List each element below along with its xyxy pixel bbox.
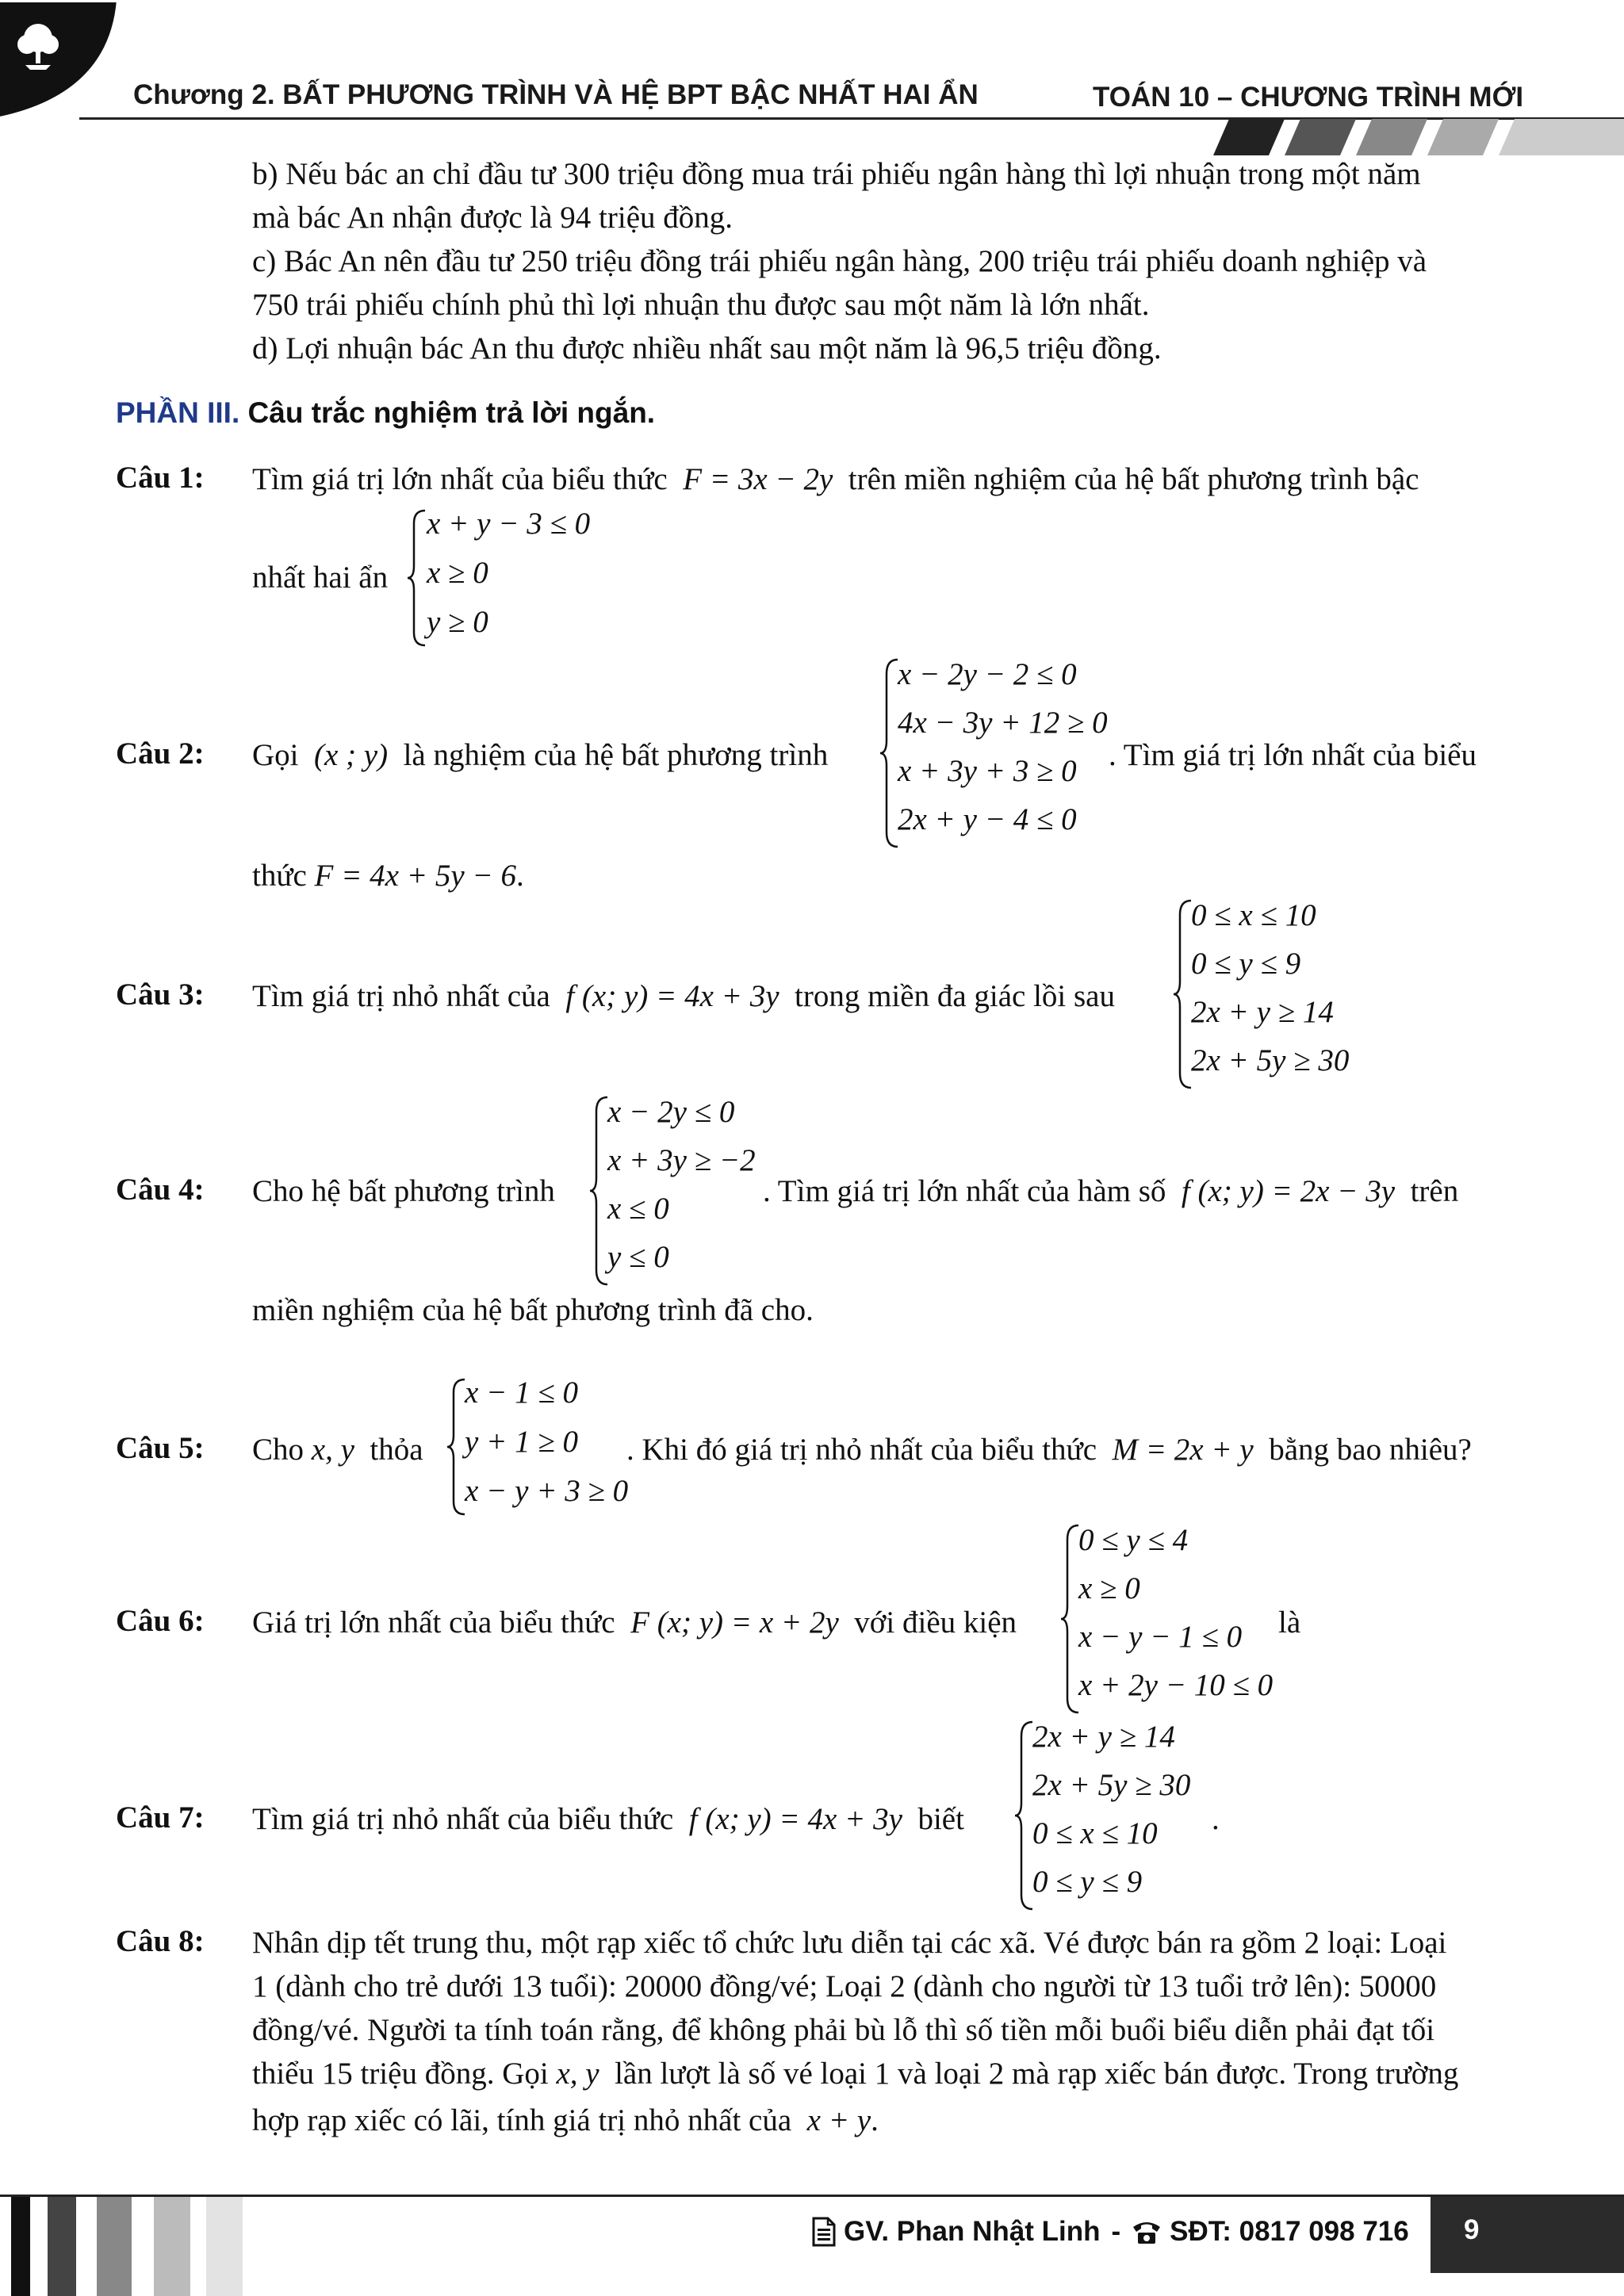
q4-line2: miền nghiệm của hệ bất phương trình đã cho. [252, 1293, 814, 1327]
q2-line2: thức F = 4x + 5y − 6. [252, 859, 524, 893]
q1-expression: F = 3x − 2y [683, 462, 833, 496]
question-label: Câu 7: [116, 1800, 205, 1835]
inequality: x + 2y − 10 ≤ 0 [1078, 1668, 1274, 1702]
q2-line1-end: . Tìm giá trị lớn nhất của biểu [1109, 738, 1477, 772]
q8-line4: thiểu 15 triệu đồng. Gọi x, y lần lượt là số vé loại 1 và loại 2 mà rạp xiếc bán được. Trong trường [252, 2057, 1459, 2091]
inequality: 0 ≤ y ≤ 9 [1191, 947, 1301, 981]
question-label: Câu 3: [116, 978, 205, 1012]
q4-line1-start: Cho hệ bất phương trình [252, 1174, 555, 1208]
inequality: 0 ≤ x ≤ 10 [1032, 1816, 1158, 1850]
option-d-line1: d) Lợi nhuận bác An thu được nhiều nhất sau một năm là 96,5 triệu đồng. [252, 331, 1162, 365]
inequality: 4x − 3y + 12 ≥ 0 [898, 706, 1108, 740]
inequality: x − y − 1 ≤ 0 [1078, 1620, 1243, 1654]
inequality: x + y − 3 ≤ 0 [427, 507, 591, 541]
q5-line1-start: Cho x, y thỏa [252, 1433, 423, 1467]
question-label: Câu 2: [116, 737, 205, 771]
inequality: x ≤ 0 [607, 1192, 669, 1226]
q2-variable-pair: (x ; y) [314, 738, 389, 772]
page-number-box [1431, 2197, 1624, 2273]
q1-system [406, 507, 644, 649]
section-heading [116, 396, 655, 430]
course-title: TOÁN 10 – CHƯƠNG TRÌNH MỚI [1093, 82, 1524, 113]
question-label: Câu 8: [116, 1924, 205, 1958]
inequality: 2x + 5y ≥ 30 [1032, 1768, 1191, 1802]
inequality: 2x + y ≥ 14 [1032, 1720, 1175, 1754]
option-c-line2: 750 trái phiếu chính phủ thì lợi nhuận thu được sau một năm là lớn nhất. [252, 288, 1150, 322]
q8-variables: x, y [556, 2057, 599, 2091]
inequality: y + 1 ≥ 0 [465, 1425, 579, 1459]
question-label: Câu 6: [116, 1604, 205, 1638]
q6-line1-end: là [1278, 1605, 1301, 1640]
q1-line2: nhất hai ẩn [252, 561, 389, 595]
q6-expression: F (x; y) = x + 2y [630, 1605, 839, 1640]
q7-line1-end: . [1212, 1802, 1220, 1836]
q8-line5: hợp rạp xiếc có lãi, tính giá trị nhỏ nhất của x + y. [252, 2103, 879, 2137]
phone-icon [1132, 2219, 1162, 2244]
author-name: GV. Phan Nhật Linh [844, 2216, 1101, 2247]
inequality: x − 2y ≤ 0 [607, 1095, 735, 1129]
q1-line1: Tìm giá trị lớn nhất của biểu thức F = 3x − 2y trên miền nghiệm của hệ bất phương trình bậc [252, 462, 1419, 496]
option-b-line1: b) Nếu bác an chỉ đầu tư 300 triệu đồng mua trái phiếu ngân hàng thì lợi nhuận trong một năm [252, 157, 1421, 191]
q3-expression: f (x; y) = 4x + 3y [565, 979, 779, 1013]
q3-line1: Tìm giá trị nhỏ nhất của f (x; y) = 4x + 3y trong miền đa giác lồi sau [252, 979, 1115, 1013]
section-title: Câu trắc nghiệm trả lời ngắn. [239, 396, 656, 429]
inequality: x + 3y ≥ −2 [607, 1143, 756, 1177]
inequality: x − y + 3 ≥ 0 [465, 1474, 629, 1508]
section-part: PHẦN III. [116, 396, 240, 429]
inequality: 0 ≤ y ≤ 9 [1032, 1865, 1143, 1899]
q5-expression: M = 2x + y [1112, 1433, 1254, 1467]
header-logo [0, 0, 119, 119]
q8-line1: Nhân dịp tết trung thu, một rạp xiếc tổ chức lưu diễn tại các xã. Vé được bán ra gồm 2 loại: Loại [252, 1926, 1447, 1960]
inequality: x − 1 ≤ 0 [465, 1376, 579, 1410]
q7-system [1013, 1719, 1220, 1912]
inequality: 2x + 5y ≥ 30 [1191, 1043, 1350, 1077]
q2-system [879, 656, 1116, 850]
q8-line3: đồng/vé. Người ta tính toán rằng, để không phải bù lỗ thì số tiền mỗi buổi biểu diễn phải đạt tối [252, 2013, 1435, 2047]
q2-line1: Gọi (x ; y) là nghiệm của hệ bất phương trình [252, 738, 829, 772]
inequality: x ≥ 0 [427, 556, 488, 590]
q8-expression: x + y [806, 2103, 871, 2137]
inequality: 0 ≤ y ≤ 4 [1078, 1523, 1189, 1557]
question-label: Câu 4: [116, 1173, 205, 1207]
q8-line2: 1 (dành cho trẻ dưới 13 tuổi): 20000 đồng/vé; Loại 2 (dành cho người từ 13 tuổi trở lên): 50000 [252, 1969, 1437, 2003]
inequality: 2x + y − 4 ≤ 0 [898, 802, 1077, 836]
q4-line1-end: . Tìm giá trị lớn nhất của hàm số f (x; y) = 2x − 3y trên [763, 1174, 1459, 1208]
q5-system [446, 1376, 636, 1517]
option-c-line1: c) Bác An nên đầu tư 250 triệu đồng trái phiếu ngân hàng, 200 triệu trái phiếu doanh nghiệp và [252, 244, 1427, 278]
inequality: y ≥ 0 [427, 605, 488, 639]
q5-variables: x, y [311, 1433, 354, 1467]
q2-expression: F = 4x + 5y − 6 [314, 859, 516, 893]
footer-separator: - [1111, 2216, 1121, 2247]
inequality: y ≤ 0 [607, 1240, 669, 1274]
inequality: 0 ≤ x ≤ 10 [1191, 898, 1316, 932]
question-label: Câu 1: [116, 461, 205, 495]
option-b-line2: mà bác An nhận được là 94 triệu đồng. [252, 201, 733, 235]
page-number: 9 [1464, 2214, 1480, 2245]
q6-line1: Giá trị lớn nhất của biểu thức F (x; y) = x + 2y với điều kiện [252, 1605, 1017, 1640]
q3-system [1172, 897, 1410, 1091]
inequality: 2x + y ≥ 14 [1191, 995, 1334, 1029]
chapter-title: Chương 2. BẤT PHƯƠNG TRÌNH VÀ HỆ BPT BẬC NHẤT HAI ẨN [133, 79, 979, 110]
document-icon [812, 2217, 836, 2247]
inequality: x − 2y − 2 ≤ 0 [898, 657, 1077, 691]
q5-line1-end: . Khi đó giá trị nhỏ nhất của biểu thức M = 2x + y bằng bao nhiêu? [626, 1433, 1472, 1467]
q6-system [1059, 1522, 1297, 1716]
q4-system [588, 1094, 763, 1288]
footer-bars [0, 2197, 254, 2296]
inequality: x ≥ 0 [1078, 1571, 1140, 1605]
phone-number: SĐT: 0817 098 716 [1170, 2216, 1409, 2247]
question-label: Câu 5: [116, 1431, 205, 1465]
inequality: x + 3y + 3 ≥ 0 [898, 754, 1077, 788]
footer-contact [812, 2216, 1409, 2248]
q4-expression: f (x; y) = 2x − 3y [1181, 1174, 1396, 1208]
q7-expression: f (x; y) = 4x + 3y [688, 1802, 902, 1836]
q7-line1: Tìm giá trị nhỏ nhất của biểu thức f (x; y) = 4x + 3y biết [252, 1802, 964, 1836]
